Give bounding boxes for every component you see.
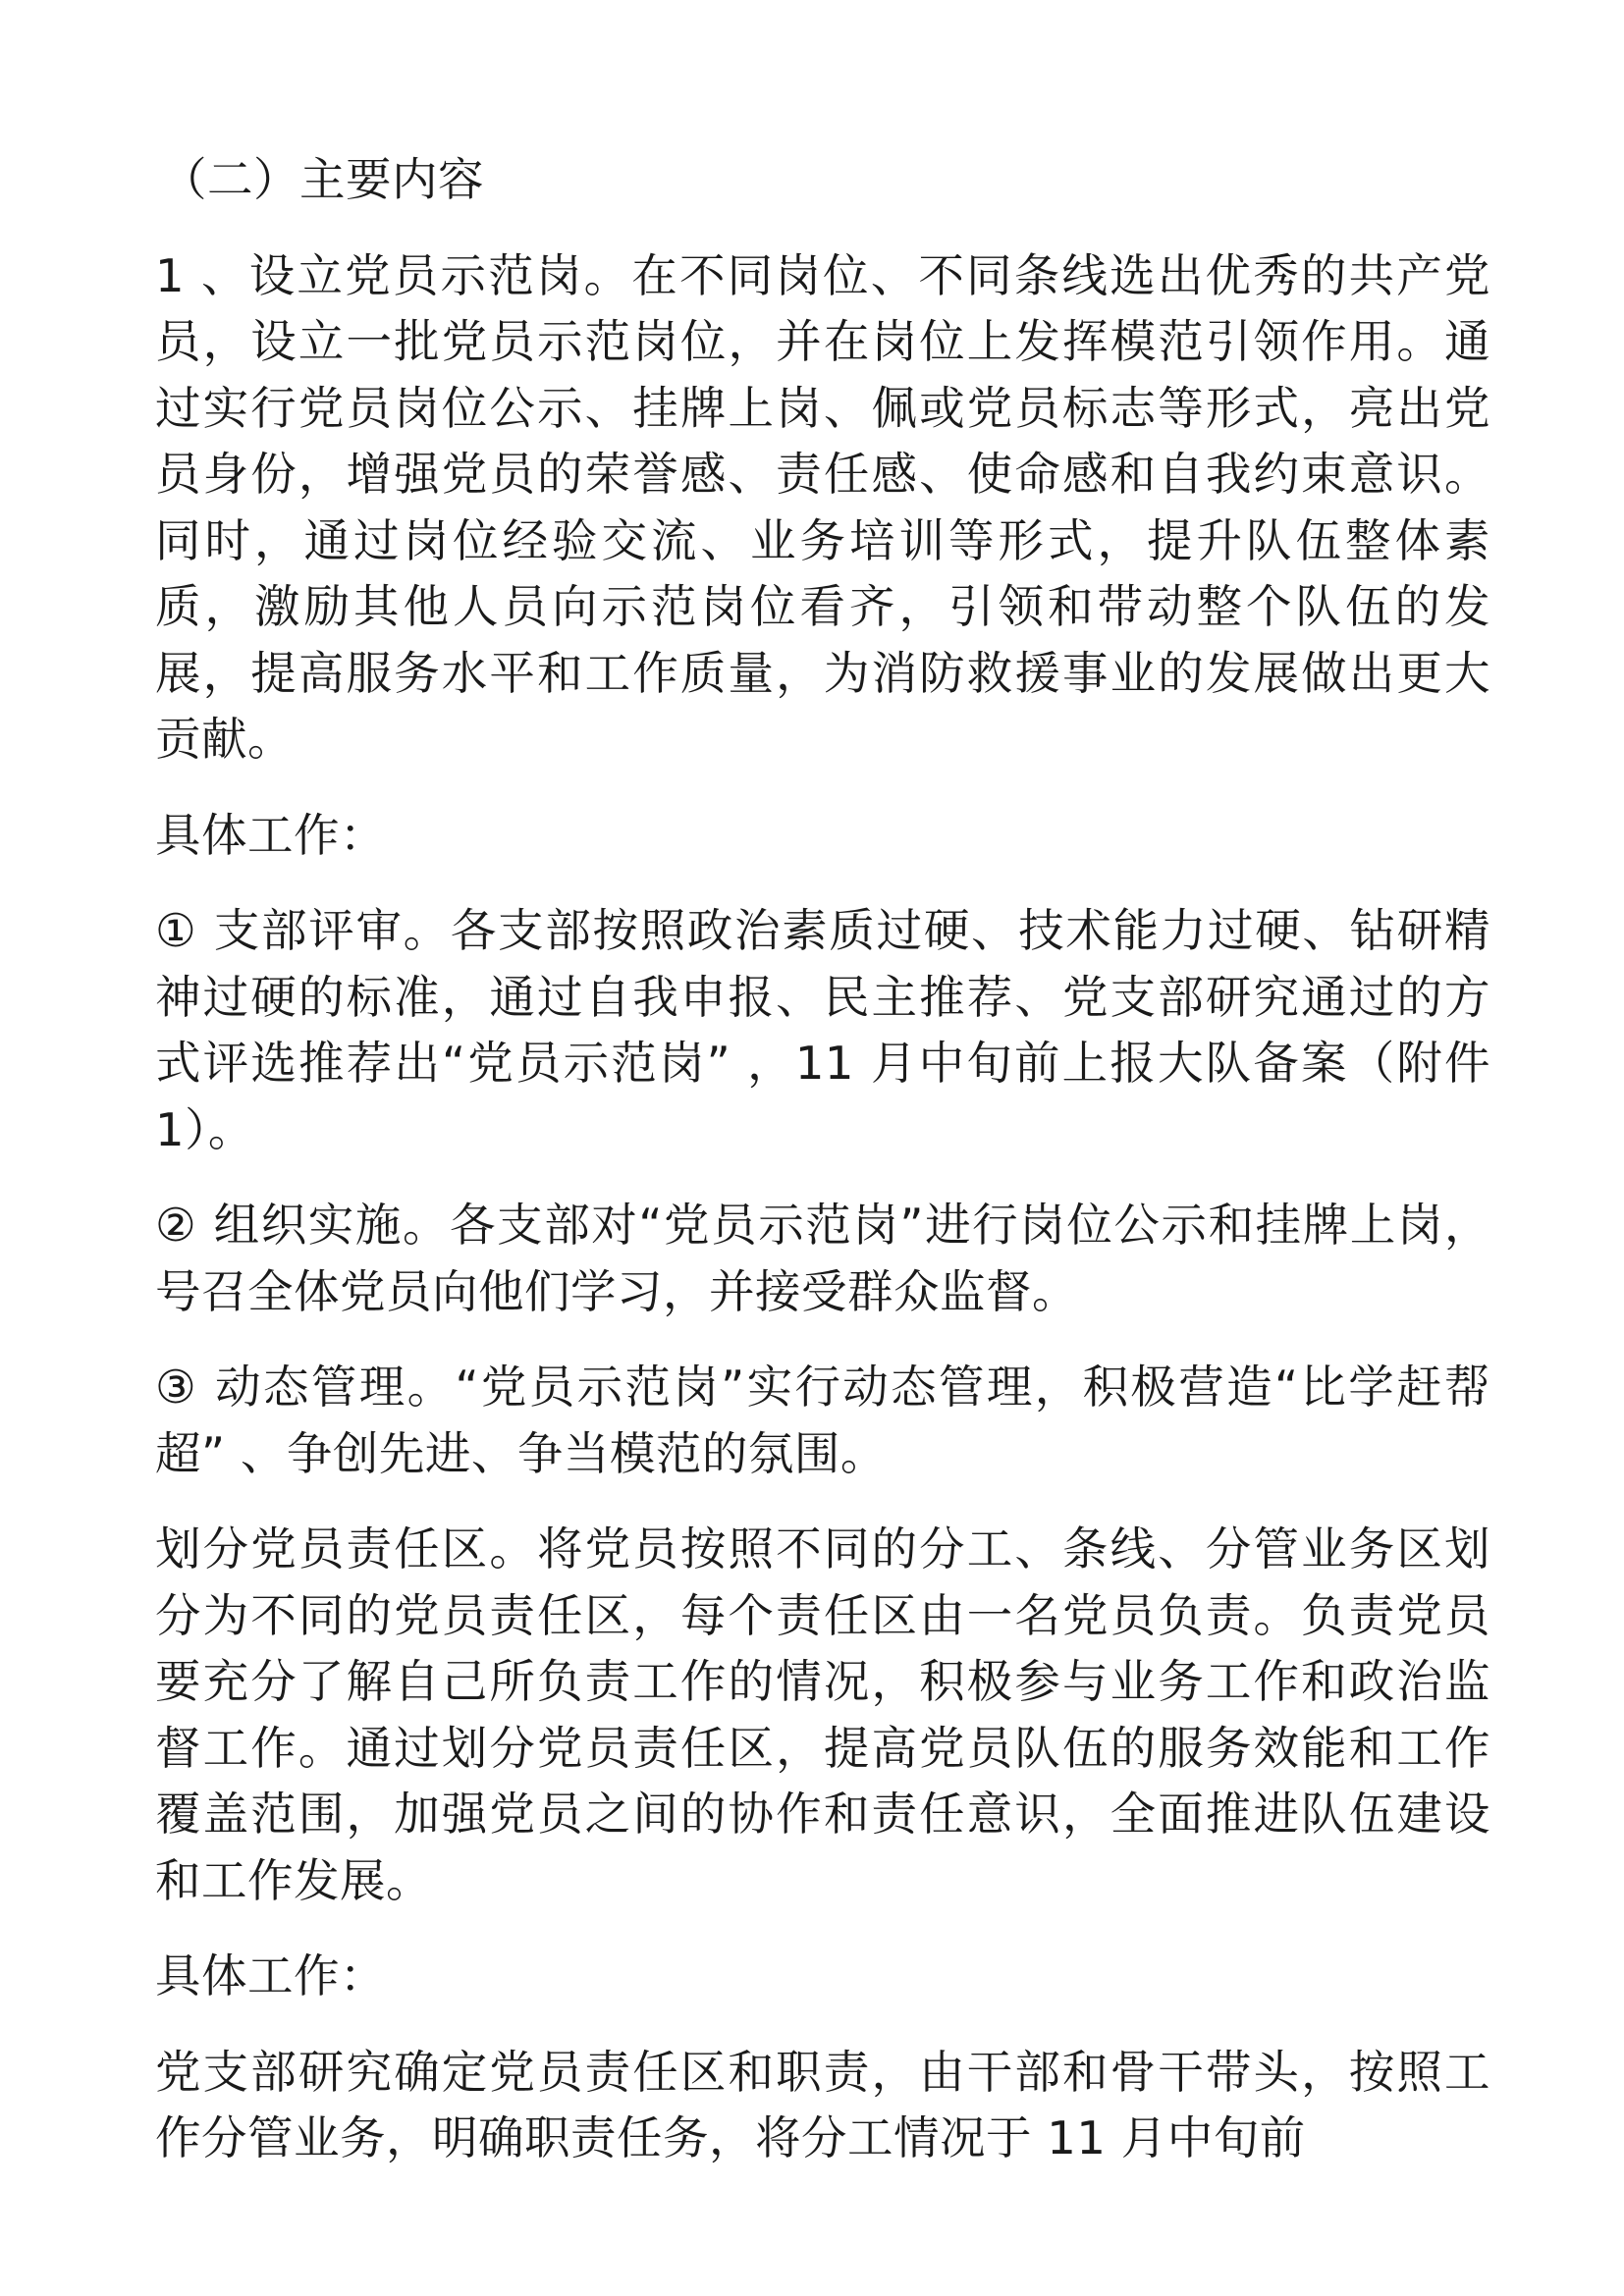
- paragraph-responsibility-zones: 划分党员责任区。将党员按照不同的分工、条线、分管业务区划分为不同的党员责任区，每个责任区由一名党员负责。负责党员要充分了解自己所负责工作的情况，积极参与业务工作和政治监督工作。通过划分党员责任区，提高党员队伍的服务效能和工作覆盖范围，加强党员之间的协作和责任意识，全面推进队伍建设和工作发展。: [155, 1522, 1490, 1907]
- paragraph-specific-work-label: 具体工作：: [155, 808, 386, 862]
- paragraph-demo-post: 1 、设立党员示范岗。在不同岗位、不同条线选出优秀的共产党员，设立一批党员示范岗位，并在岗位上发挥模范引领作用。通过实行党员岗位公示、挂牌上岗、佩或党员标志等形式，亮出党员身份，增强党员的荣誉感、责任感、使命感和自我约束意识。同时，通过岗位经验交流、业务培训等形式，提升队伍整体素质，激励其他人员向示范岗位看齐，引领和带动整个队伍的发展，提高服务水平和工作质量，为消防救援事业的发展做出更大贡献。: [155, 248, 1490, 766]
- paragraph-specific-work-label-2: 具体工作：: [155, 1949, 386, 2002]
- document-page: [155, 147, 1490, 2202]
- paragraph-dynamic-management: ③ 动态管理。“党员示范岗”实行动态管理，积极营造“比学赶帮超” 、争创先进、争当模范的氛围。: [155, 1361, 1490, 1480]
- paragraph-branch-research: 党支部研究确定党员责任区和职责，由干部和骨干带头，按照工作分管业务，明确职责任务，将分工情况于 11 月中旬前: [155, 2045, 1490, 2164]
- paragraph-branch-review: ① 支部评审。各支部按照政治素质过硬、技术能力过硬、钻研精神过硬的标准，通过自我申报、民主推荐、党支部研究通过的方式评选推荐出“党员示范岗” ，11 月中旬前上报大队备案（附件 1）。: [155, 904, 1490, 1156]
- paragraph-implementation: ② 组织实施。各支部对“党员示范岗”进行岗位公示和挂牌上岗，号召全体党员向他们学习，并接受群众监督。: [155, 1199, 1490, 1318]
- section-heading: （二）主要内容: [161, 153, 484, 206]
